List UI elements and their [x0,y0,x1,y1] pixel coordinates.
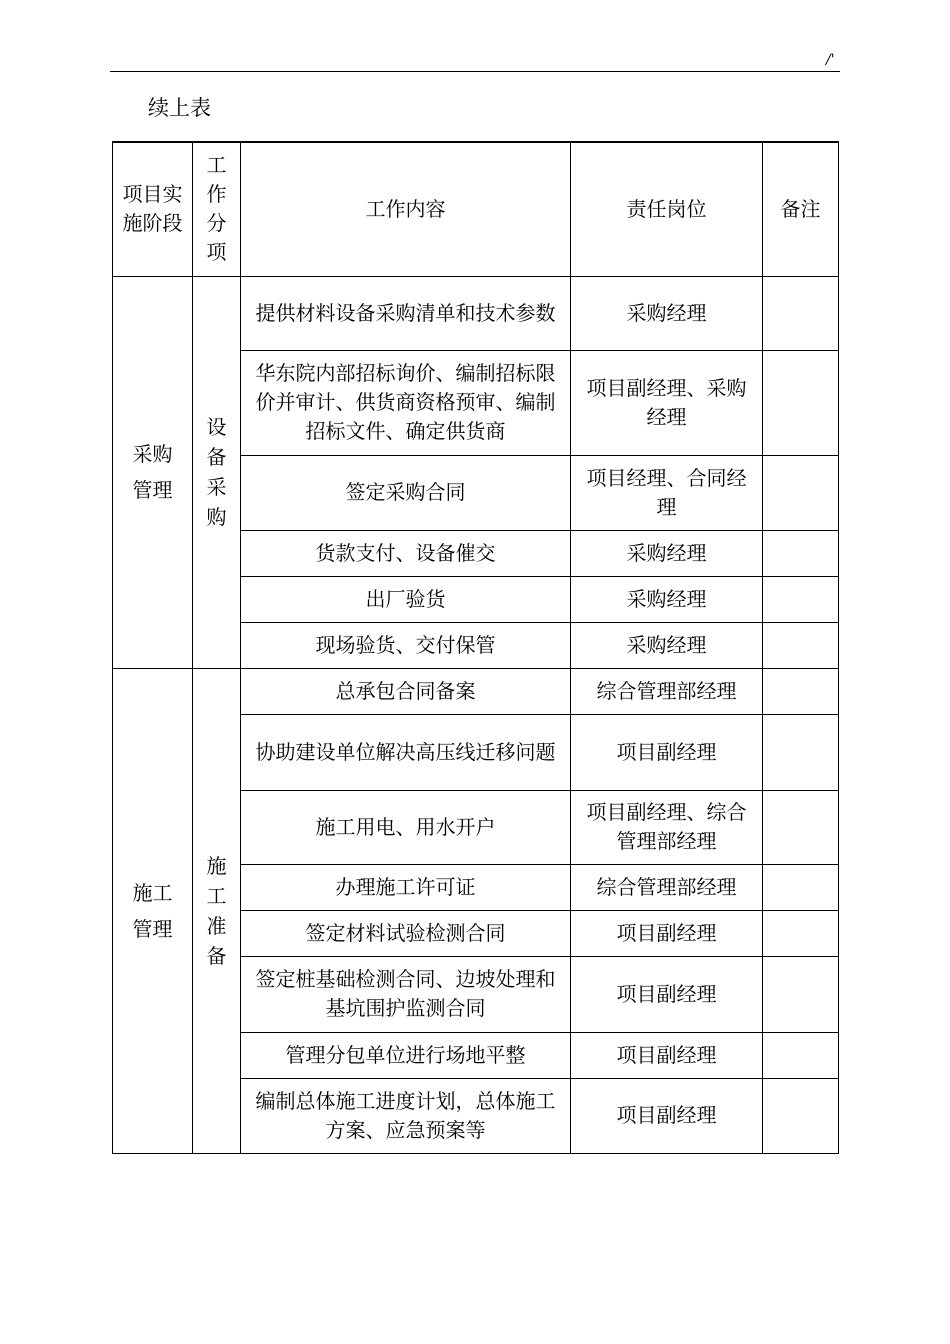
header-note: 备注 [763,142,839,276]
role-cell: 项目副经理 [571,1078,763,1153]
content-cell: 华东院内部招标询价、编制招标限价并审计、供货商资格预审、编制招标文件、确定供货商 [241,350,571,455]
stage-cell: 施工管理 [113,668,193,1153]
subitem-cell: 设备采购 [193,276,241,668]
note-cell [763,1032,839,1078]
role-cell: 采购经理 [571,622,763,668]
table-header-row [113,142,839,276]
header-mark: /' [826,52,835,68]
role-cell: 项目副经理 [571,956,763,1032]
role-cell: 项目副经理 [571,910,763,956]
content-cell: 管理分包单位进行场地平整 [241,1032,571,1078]
note-cell [763,956,839,1032]
header-stage: 项目实施阶段 [113,142,193,276]
content-cell: 现场验货、交付保管 [241,622,571,668]
content-cell: 货款支付、设备催交 [241,530,571,576]
role-cell: 项目副经理、综合管理部经理 [571,790,763,864]
header-role: 责任岗位 [571,142,763,276]
content-cell: 总承包合同备案 [241,668,571,714]
table-row [113,668,839,714]
content-cell: 签定材料试验检测合同 [241,910,571,956]
note-cell [763,864,839,910]
header-subitem: 工作分项 [193,142,241,276]
stage-cell: 采购管理 [113,276,193,668]
role-cell: 项目副经理 [571,1032,763,1078]
responsibility-table [112,141,839,1154]
content-cell: 施工用电、用水开户 [241,790,571,864]
content-cell: 出厂验货 [241,576,571,622]
note-cell [763,1078,839,1153]
note-cell [763,455,839,530]
note-cell [763,668,839,714]
role-cell: 采购经理 [571,276,763,350]
content-cell: 签定采购合同 [241,455,571,530]
subitem-cell: 施工准备 [193,668,241,1153]
note-cell [763,622,839,668]
note-cell [763,530,839,576]
role-cell: 采购经理 [571,576,763,622]
role-cell: 项目经理、合同经理 [571,455,763,530]
note-cell [763,910,839,956]
role-cell: 项目副经理、采购经理 [571,350,763,455]
content-cell: 提供材料设备采购清单和技术参数 [241,276,571,350]
note-cell [763,276,839,350]
role-cell: 综合管理部经理 [571,668,763,714]
header-rule [110,71,840,72]
content-cell: 办理施工许可证 [241,864,571,910]
table-caption: 续上表 [148,96,211,120]
role-cell: 综合管理部经理 [571,864,763,910]
role-cell: 采购经理 [571,530,763,576]
note-cell [763,350,839,455]
header-content: 工作内容 [241,142,571,276]
role-cell: 项目副经理 [571,714,763,790]
content-cell: 签定桩基础检测合同、边坡处理和基坑围护监测合同 [241,956,571,1032]
note-cell [763,714,839,790]
content-cell: 编制总体施工进度计划，总体施工方案、应急预案等 [241,1078,571,1153]
note-cell [763,576,839,622]
table-row [113,276,839,350]
note-cell [763,790,839,864]
content-cell: 协助建设单位解决高压线迁移问题 [241,714,571,790]
